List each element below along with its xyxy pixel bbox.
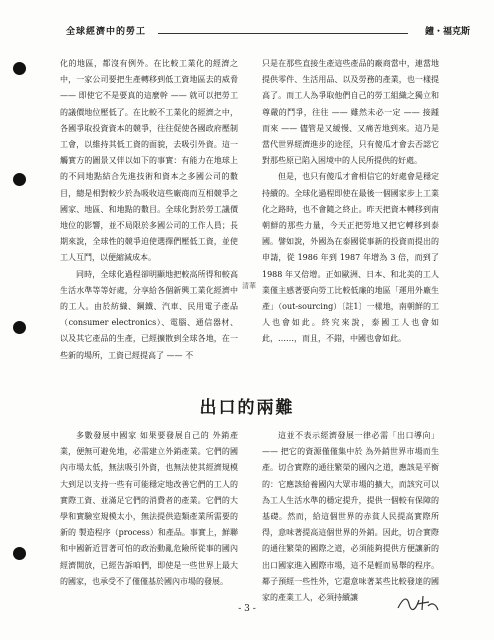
text-column-top-right — [262, 56, 439, 348]
paragraph: 化的地區，都沒有例外。在比較工業化的經濟之中，一家公司要把生產轉移到低工資地區去的威脅 —— 即使它不是要真的這麼幹 —— 就可以把勞工的議價地位壓低了。在比較不工業化的經濟之中，各國爭取投資資本的競爭，往往促使各國政府壓制工會，以維持其低工資的面貌，去吸引外資。這一觸實方的圖景又伴以如下的事實：有能力在地球上的不同地點結合先進技術和資本之多國公司的數目，總是相對較少於為吸收這些廠商而互相競爭之國家、地區、和地點的數目。全球化對於勞工議價地位的影響，並不局限於多國公司的工作人員；長期來說，全球性的競爭迫使選擇們壓低工資，並使工人互鬥，以便縮減成本。 — [60, 59, 238, 263]
header-rule — [158, 33, 408, 34]
binder-hole-icon — [13, 173, 26, 186]
paragraph: 同時，全球化過程卻明顯地把較高所得和較高生活水準等等好處，分享給各個新興工業化經濟中的工人。由於紡織、鋼鐵、汽車、民用電子產品（consumer electronics）、電腦、通信器材、以及其它產品的生產，已經擴散到全球各地，在一些新的場所，工資已經提高了 —— 不 — [60, 269, 238, 360]
header-author: 鐘・福克斯 — [424, 27, 470, 37]
running-header — [66, 24, 470, 40]
binder-hole-icon — [13, 547, 26, 560]
paragraph: 但是，也只有傻瓜才會相信它的好處會是穩定持續的。全球化過程即使在最後一個國家步上工業化之路時，也不會隨之終止。昨天把資本轉移到南朝鮮的那些力量，今天正把勞地又把它轉移到泰國。譬如說，外國為在泰國從事新的投資而提出的申請，從 1986 年到 1987 年增為 3 倍，而到了 1988 年又倍增。正如歐洲、日本、和北美的工人業僅主感著要向勞工比較低廉的地區「運用外廠生產」（out-sourcing）〔註1〕一樣地，南朝鮮的工人也會如此。終究來說，泰國工人也會如此，……，而且，不錯，中國也會如此。 — [262, 172, 439, 344]
page-number: - 3 - — [238, 604, 256, 614]
text-column-bottom-right — [262, 428, 439, 606]
paragraph: 多數發展中國家 如果要發展自己的 外銷產業，便無可避免地，必需建立外銷產業。它們的國內市場太低，無法吸引外資，也無法使其經濟規模大到足以支持一些有可能穩定地改善它們的工人的實際工資、並滿足它們的消費者的產業。它們的大學和實驗室規模太小，無法提供造類產業所需要的新的 製造程序（process）和產品。事實上，鮮聯和中國新近冒著可怕的政治動亂危險所從事的國內經濟開放，已經告訴咱們，即使是一些世界上最大的國家，也承受不了僅僅基於國內市場的發展。 — [60, 431, 238, 586]
header-title: 全球經濟中的勞工 — [66, 27, 147, 37]
binder-hole-icon — [13, 62, 26, 75]
signature-icon — [395, 592, 441, 614]
paragraph: 這並不表示經濟發展一律必需「出口導向」 —— 把它的資源僅僅集中於 為外銷世界市場而生產。切合實際的通往繁榮的國內之道，應該是平衡的：它應該給養國內大眾市場的擴大，而該究可以為工人生活水準的穩定提升，提供一個較有保障的基礎。然而，給這個世界的赤貧人民提高實際所得，意味著提高這個世界的外銷。因此，切合實際的通往繁榮的國際之道，必須能夠提供方便讓新的出口國家進入國際市場，這不是輕而易舉的程序。鄰子預經一些性外，它還意味著某些比較發達的國家的產業工人，必須持續讓 — [262, 431, 439, 603]
text-column-bottom-left — [60, 428, 238, 590]
paragraph: 只是在那些直接生產這些產品的廠商當中，連當地提供零件、生活用品、以及勞務的產業，也一樣提高了。而工人為爭取他們自己的勞工組織之獨立和尊嚴的鬥爭，往往 —— 雖然未必一定 —— 接踵而來 —— 儘管是又緩慢、又痛苦地到來。這乃是當代世界經濟進步的途徑，只有傻瓜才會去否認它對那些原已陷入困境中的人民所提供的好處。 — [262, 59, 439, 166]
handwritten-annotation: 清華 — [242, 282, 256, 290]
text-column-top-left — [60, 56, 238, 364]
binder-hole-icon — [13, 321, 26, 334]
section-heading: 出口的兩難 — [199, 398, 295, 418]
